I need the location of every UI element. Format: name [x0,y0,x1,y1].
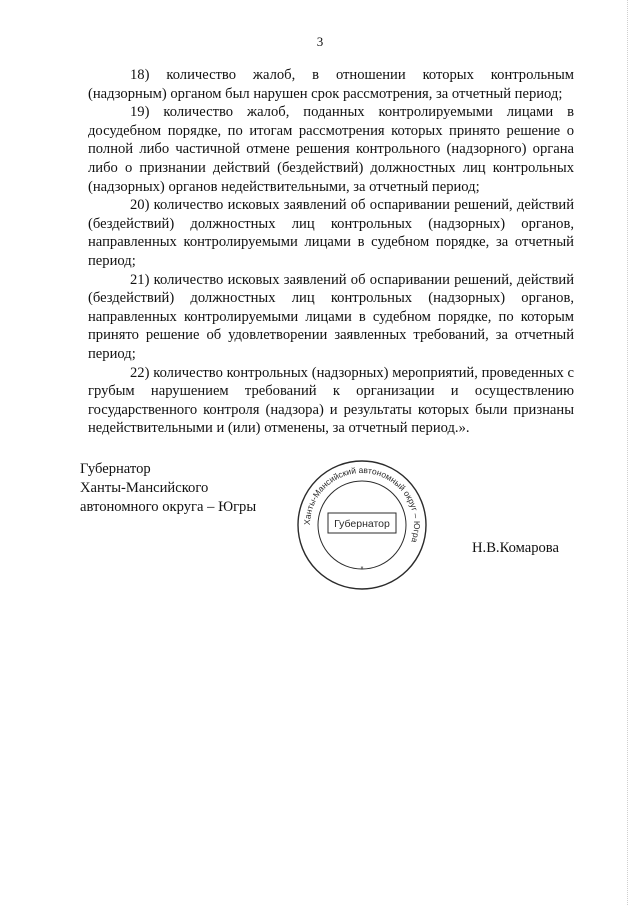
signatory-title-line-3: автономного округа – Югры [80,499,257,515]
page-number: 3 [316,34,324,49]
paragraph-20: 20) количество исковых заявлений об оспаривании решений, действий (бездействий) должностных лиц контрольных (надзорных) органов, направленных контролируемыми лицами в судебном порядке, за отчетный период; [88,197,574,269]
signatory-title-line-2: Ханты-Мансийского [80,480,209,496]
paragraph-21: 21) количество исковых заявлений об оспаривании решений, действий (бездействий) должностных лиц контрольных (надзорных) органов, направленных контролируемыми лицами в судебном порядке, по которым принято решение об удовлетворении заявленных требований, за отчетный период; [88,271,574,362]
seal-center-text: Губернатор [334,518,390,530]
signatory-title [80,460,256,517]
seal-star: * [360,566,364,573]
official-seal [292,455,432,595]
signatory-title-line-1: Губернатор [80,461,151,477]
paragraph-19: 19) количество жалоб, поданных контролируемыми лицами в досудебном порядке, по итогам рассмотрения которых принято решение о полной либо частичной отмене решения контрольного (надзорного) органа либо о признании действий (бездействий) должностных лиц контрольных (надзорных) органов недействительными, за отчетный период; [88,104,574,195]
scan-edge-line [626,0,628,905]
paragraph-18: 18) количество жалоб, в отношении которых контрольным (надзорным) органом был нарушен срок рассмотрения, за отчетный период; [88,67,574,102]
signatory-name: Н.В.Комарова [472,540,559,556]
seal-ring-text: Ханты-Мансийский автономный округ – Югра [301,464,423,544]
paragraph-22: 22) количество контрольных (надзорных) мероприятий, проведенных с грубым нарушением требований к организации и осуществлению государственного контроля (надзора) и результаты которых были признаны недействительными и (или) отменены, за отчетный период.». [88,364,574,437]
document-body [88,66,574,438]
